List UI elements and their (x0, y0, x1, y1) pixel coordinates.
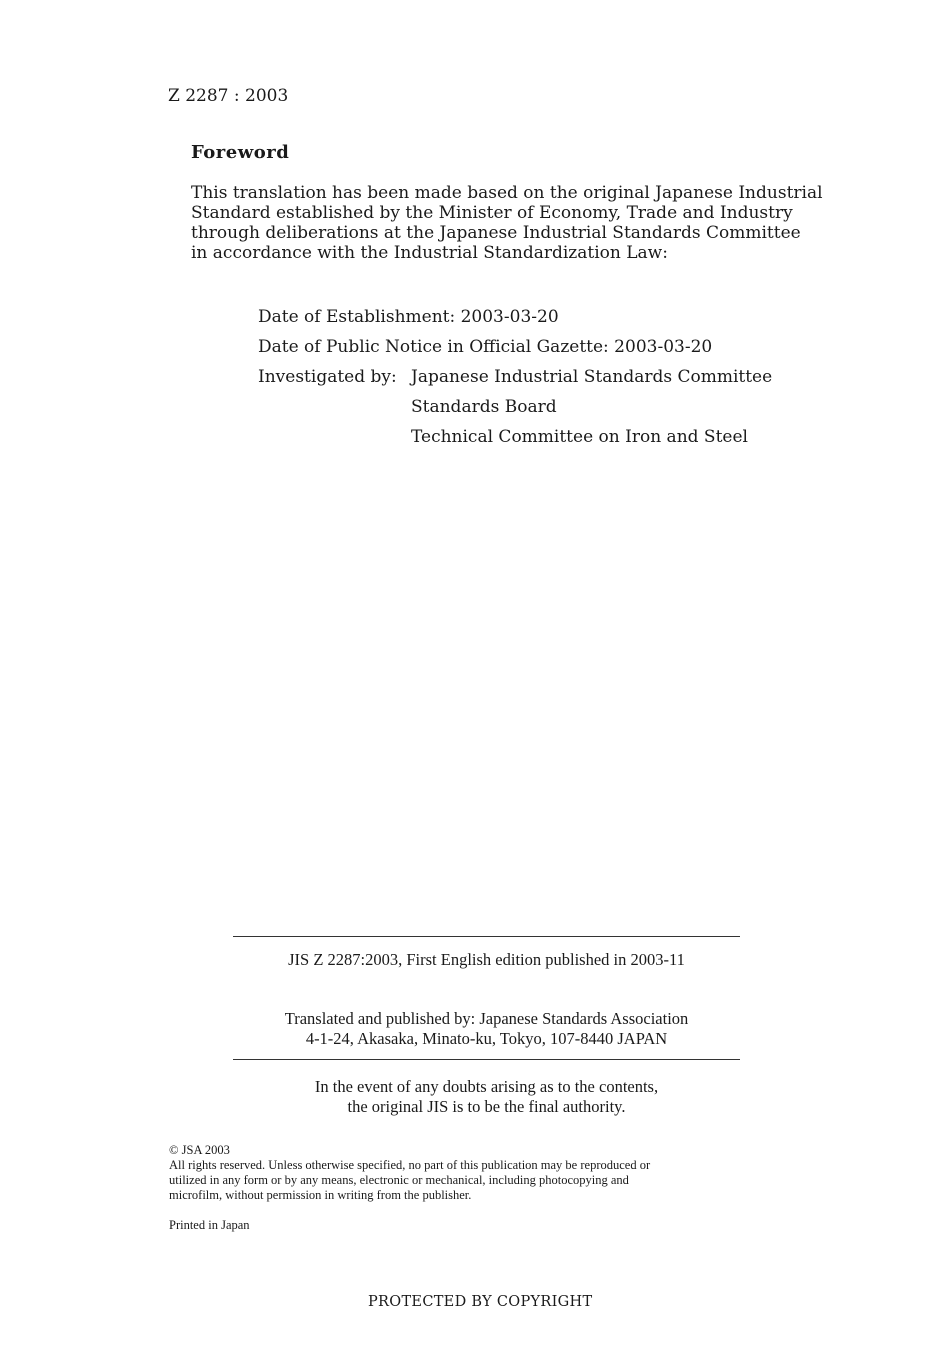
rights-line: utilized in any form or by any means, electronic or mechanical, including photocopying and (169, 1173, 629, 1187)
edition-statement: JIS Z 2287:2003, First English edition published in 2003-11 (288, 950, 685, 969)
foreword-paragraph (191, 183, 823, 263)
divider-top (233, 936, 740, 937)
footer-protected: PROTECTED BY COPYRIGHT (368, 1294, 593, 1310)
investigated-by-board: Standards Board (411, 397, 557, 417)
foreword-line: This translation has been made based on the original Japanese Industrial (191, 183, 823, 203)
document-number: Z 2287 : 2003 (168, 86, 289, 106)
publisher-name: Translated and published by: Japanese Standards Association (284, 1009, 689, 1028)
investigated-by-label: Investigated by: (258, 367, 397, 387)
foreword-line: Standard established by the Minister of Economy, Trade and Industry (191, 203, 793, 223)
publisher-address: 4-1-24, Akasaka, Minato-ku, Tokyo, 107-8440 JAPAN (305, 1029, 668, 1048)
date-of-public-notice: Date of Public Notice in Official Gazette: 2003-03-20 (258, 337, 713, 357)
foreword-line: through deliberations at the Japanese Industrial Standards Committee (191, 223, 801, 243)
publisher-block (233, 1009, 740, 1049)
copyright-block (169, 1143, 809, 1203)
foreword-line: in accordance with the Industrial Standardization Law: (191, 243, 668, 263)
copyright-notice: © JSA 2003 (169, 1143, 230, 1157)
investigated-by-committee: Japanese Industrial Standards Committee (411, 367, 773, 387)
investigated-by-technical-committee: Technical Committee on Iron and Steel (411, 427, 748, 447)
divider-bottom (233, 1059, 740, 1060)
authority-line: the original JIS is to be the final authority. (347, 1097, 626, 1116)
printed-in: Printed in Japan (169, 1218, 250, 1232)
foreword-heading: Foreword (191, 142, 290, 163)
authority-statement (233, 1077, 740, 1117)
date-of-establishment: Date of Establishment: 2003-03-20 (258, 307, 559, 327)
rights-line: microfilm, without permission in writing from the publisher. (169, 1188, 472, 1202)
rights-line: All rights reserved. Unless otherwise specified, no part of this publication may be reproduced or (169, 1158, 651, 1172)
authority-line: In the event of any doubts arising as to the contents, (314, 1077, 659, 1096)
